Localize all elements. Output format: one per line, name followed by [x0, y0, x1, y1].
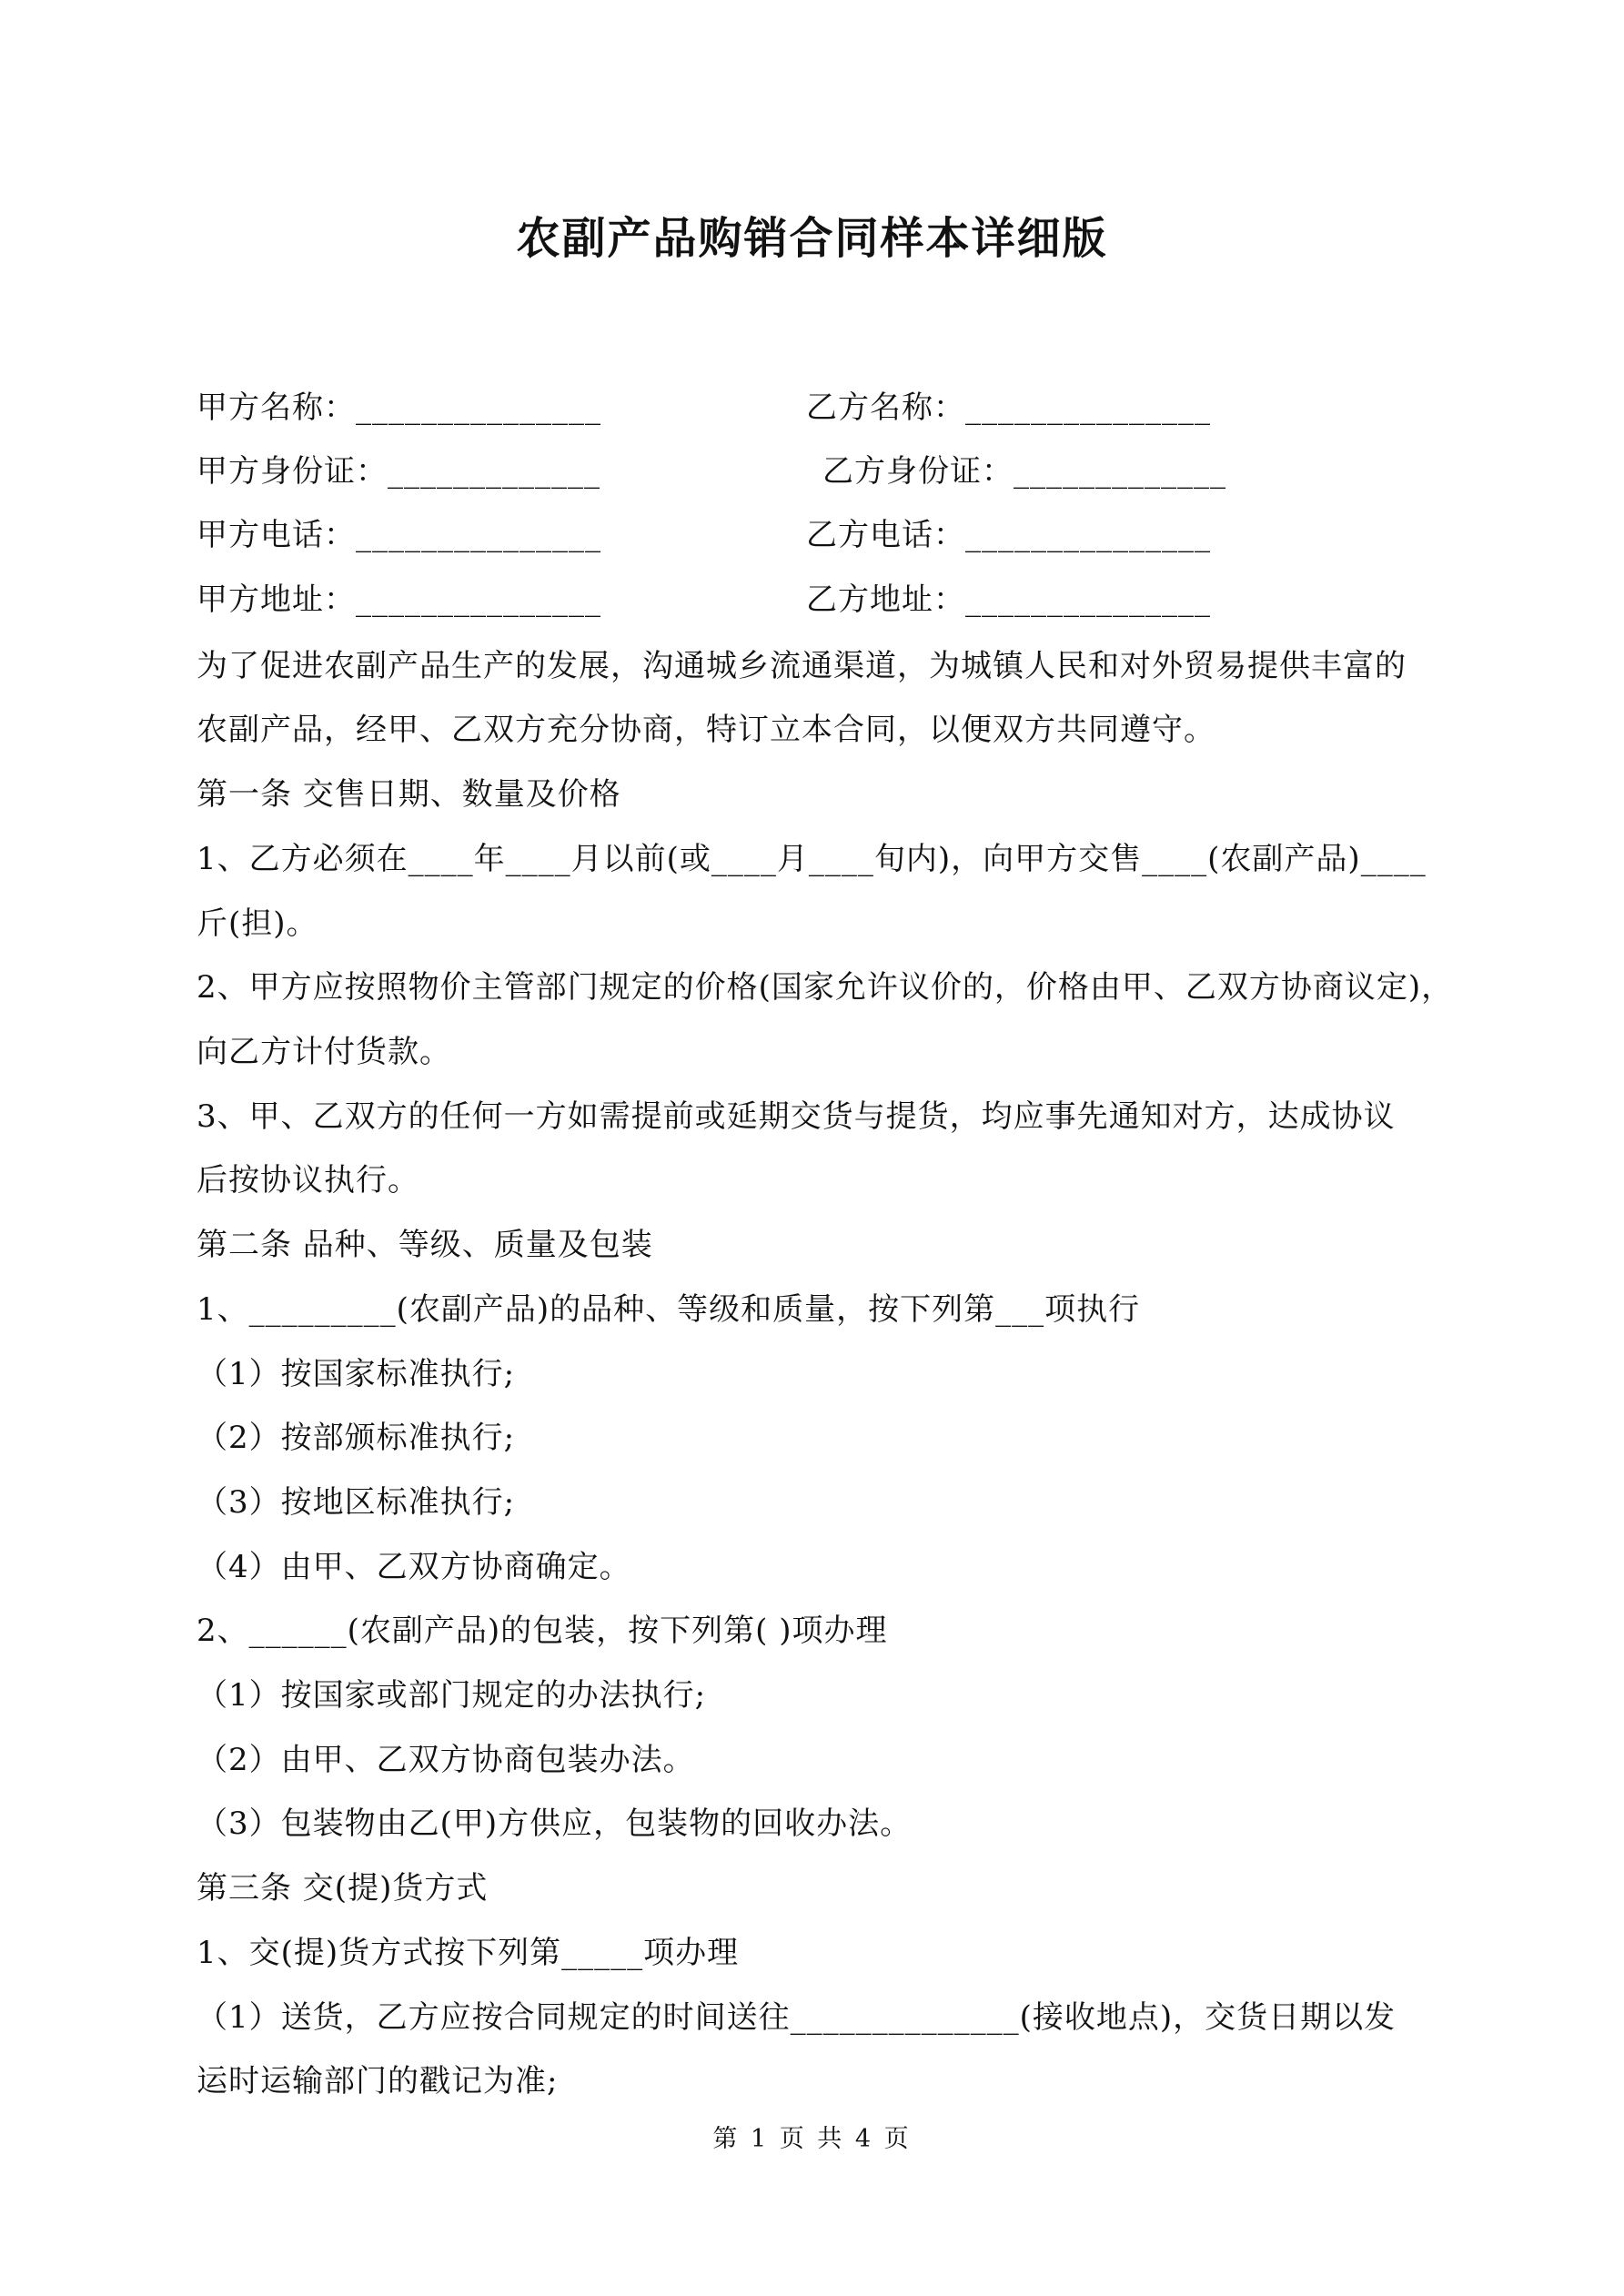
body-line: 为了促进农副产品生产的发展，沟通城乡流通渠道，为城镇人民和对外贸易提供丰富的 [197, 648, 1407, 684]
list-item: （2）由甲、乙双方协商包装办法。 [197, 1742, 695, 1778]
section-heading: 第二条 品种、等级、质量及包装 [197, 1227, 653, 1263]
body-line: 运时运输部门的戳记为准; [197, 2063, 559, 2099]
party-a-name: 甲方名称：_______________ [197, 389, 601, 426]
list-item: （1）按国家标准执行; [197, 1356, 516, 1392]
body-line: 1、_________(农副产品)的品种、等级和质量，按下列第___项执行 [197, 1291, 1141, 1328]
list-item: （2）按部颁标准执行; [197, 1420, 516, 1456]
list-item: （1）按国家或部门规定的办法执行; [197, 1677, 707, 1714]
party-a-id: 甲方身份证：_____________ [197, 453, 600, 490]
body-line: 向乙方计付货款。 [197, 1034, 451, 1070]
body-line: 2、甲方应按照物价主管部门规定的价格(国家允许议价的，价格由甲、乙双方协商议定)， [197, 969, 1454, 1006]
party-b-phone: 乙方电话：_______________ [806, 517, 1211, 553]
section-heading: 第三条 交(提)货方式 [197, 1870, 489, 1907]
party-a-address: 甲方地址：_______________ [197, 582, 601, 618]
body-line: 1、乙方必须在____年____月以前(或____月____旬内)，向甲方交售____(农副产品)____ [197, 841, 1427, 877]
party-b-name: 乙方名称：_______________ [806, 389, 1211, 426]
document-title: 农副产品购销合同样本详细版 [516, 213, 1108, 264]
list-item: （4）由甲、乙双方协商确定。 [197, 1549, 631, 1585]
body-line: 斤(担)。 [197, 905, 318, 942]
list-item: （3）按地区标准执行; [197, 1484, 516, 1521]
body-line: 2、______(农副产品)的包装，按下列第( )项办理 [197, 1613, 888, 1649]
party-b-id: 乙方身份证：_____________ [822, 453, 1226, 490]
body-line: 后按协议执行。 [197, 1162, 419, 1199]
body-line: 3、甲、乙双方的任何一方如需提前或延期交货与提货，均应事先通知对方，达成协议 [197, 1098, 1396, 1135]
page-footer: 第 1 页 共 4 页 [712, 2125, 912, 2153]
body-line: 1、交(提)货方式按下列第_____项办理 [197, 1935, 740, 1971]
list-item: （1）送货，乙方应按合同规定的时间送往______________(接收地点)，交货日期以发 [197, 1999, 1397, 2036]
party-a-phone: 甲方电话：_______________ [197, 517, 601, 553]
list-item: （3）包装物由乙(甲)方供应，包装物的回收办法。 [197, 1805, 913, 1842]
party-b-address: 乙方地址：_______________ [806, 582, 1211, 618]
section-heading: 第一条 交售日期、数量及价格 [197, 776, 621, 813]
body-line: 农副产品，经甲、乙双方充分协商，特订立本合同，以便双方共同遵守。 [197, 712, 1215, 748]
